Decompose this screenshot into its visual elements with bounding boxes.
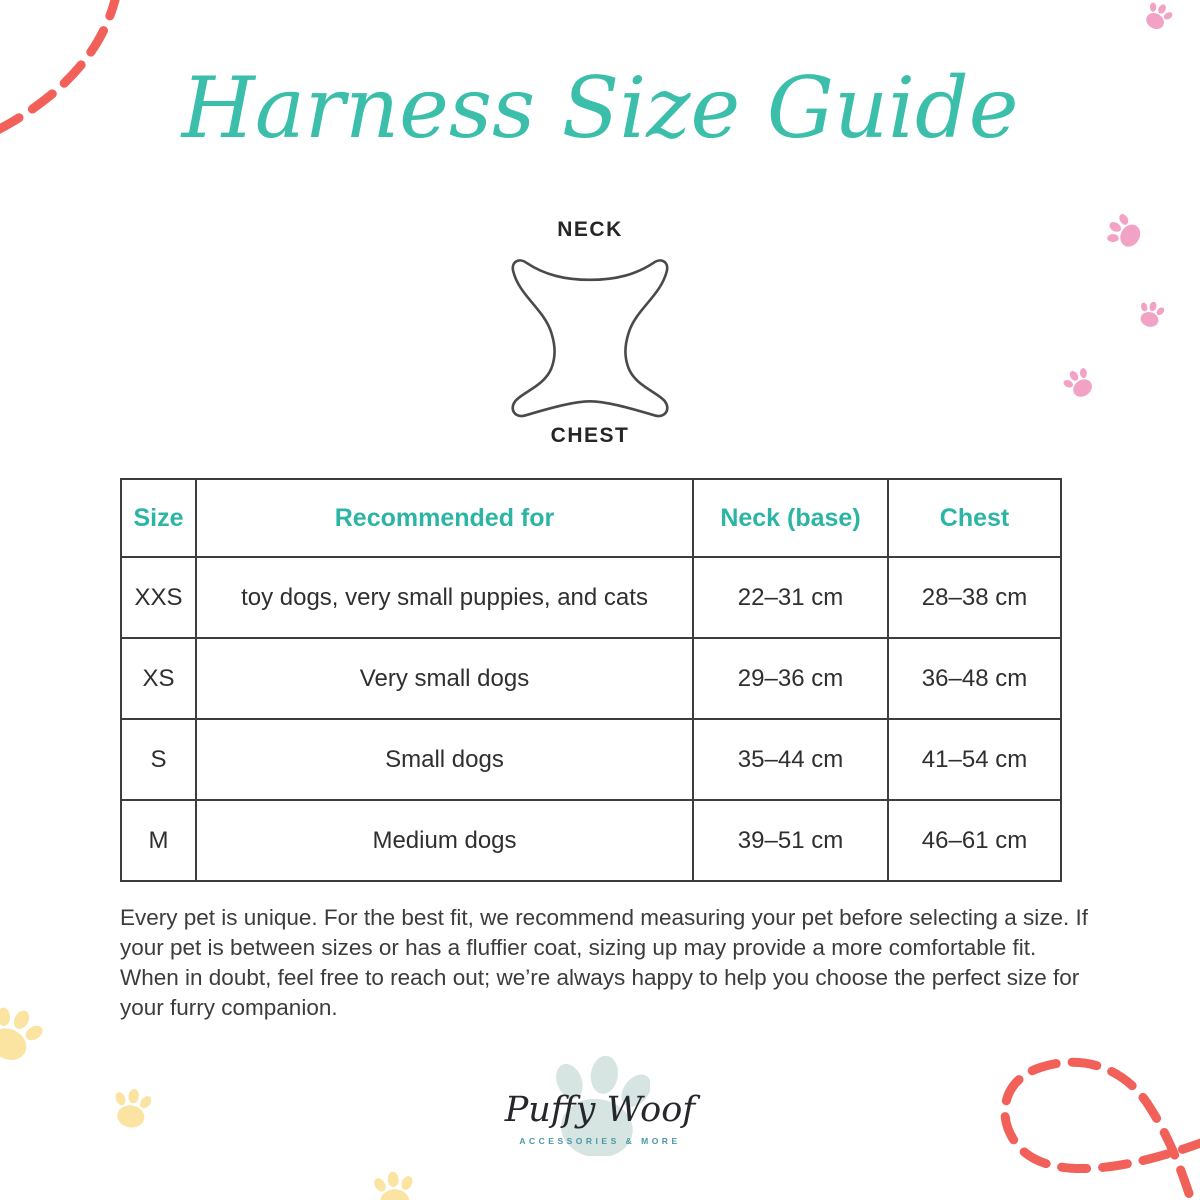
cell-chest: 41–54 cm	[888, 719, 1061, 800]
cell-neck: 39–51 cm	[693, 800, 888, 881]
header-neck: Neck (base)	[693, 479, 888, 557]
paw-icon	[0, 998, 50, 1070]
page-title: Harness Size Guide	[181, 59, 1019, 157]
fitting-note: Every pet is unique. For the best fit, we recommend measuring your pet before selecting a size. If your pet is between sizes or has a fluffier coat, sizing up may provide a more comfortable fit. When in doubt, feel free to reach out; we’re always happy to help you choose the perfect size for your furry companion.	[120, 905, 1088, 1021]
cell-recommended: toy dogs, very small puppies, and cats	[196, 557, 693, 638]
cell-neck: 29–36 cm	[693, 638, 888, 719]
cell-recommended: Very small dogs	[196, 638, 693, 719]
cell-chest: 36–48 cm	[888, 638, 1061, 719]
neck-label: NECK	[557, 218, 623, 241]
paw-icon	[109, 1086, 154, 1130]
header-recommended: Recommended for	[196, 479, 693, 557]
harness-diagram	[498, 218, 682, 448]
cell-neck: 35–44 cm	[693, 719, 888, 800]
chest-label: CHEST	[550, 424, 630, 447]
harness-icon	[504, 250, 676, 418]
cell-neck: 22–31 cm	[693, 557, 888, 638]
paw-icon	[1101, 209, 1146, 255]
table-row	[121, 719, 1061, 800]
table-row	[121, 638, 1061, 719]
paw-icon	[1139, 0, 1176, 34]
cell-recommended: Small dogs	[196, 719, 693, 800]
size-table	[120, 478, 1062, 882]
cell-size: M	[121, 800, 196, 881]
cell-recommended: Medium dogs	[196, 800, 693, 881]
table-row	[121, 557, 1061, 638]
cell-size: S	[121, 719, 196, 800]
brand-name: Puffy Woof	[504, 1090, 696, 1130]
table-header-row	[121, 479, 1061, 557]
paw-icon	[1135, 298, 1167, 330]
dashed-loop-bottom-right-icon	[1005, 1062, 1200, 1200]
cell-chest: 28–38 cm	[888, 557, 1061, 638]
table-row	[121, 800, 1061, 881]
brand-tagline: ACCESSORIES & MORE	[519, 1136, 681, 1146]
cell-chest: 46–61 cm	[888, 800, 1061, 881]
header-size: Size	[121, 479, 196, 557]
paw-icon	[371, 1170, 417, 1200]
brand-logo	[440, 1038, 760, 1168]
cell-size: XXS	[121, 557, 196, 638]
cell-size: XS	[121, 638, 196, 719]
header-chest: Chest	[888, 479, 1061, 557]
paw-icon	[1059, 363, 1099, 403]
